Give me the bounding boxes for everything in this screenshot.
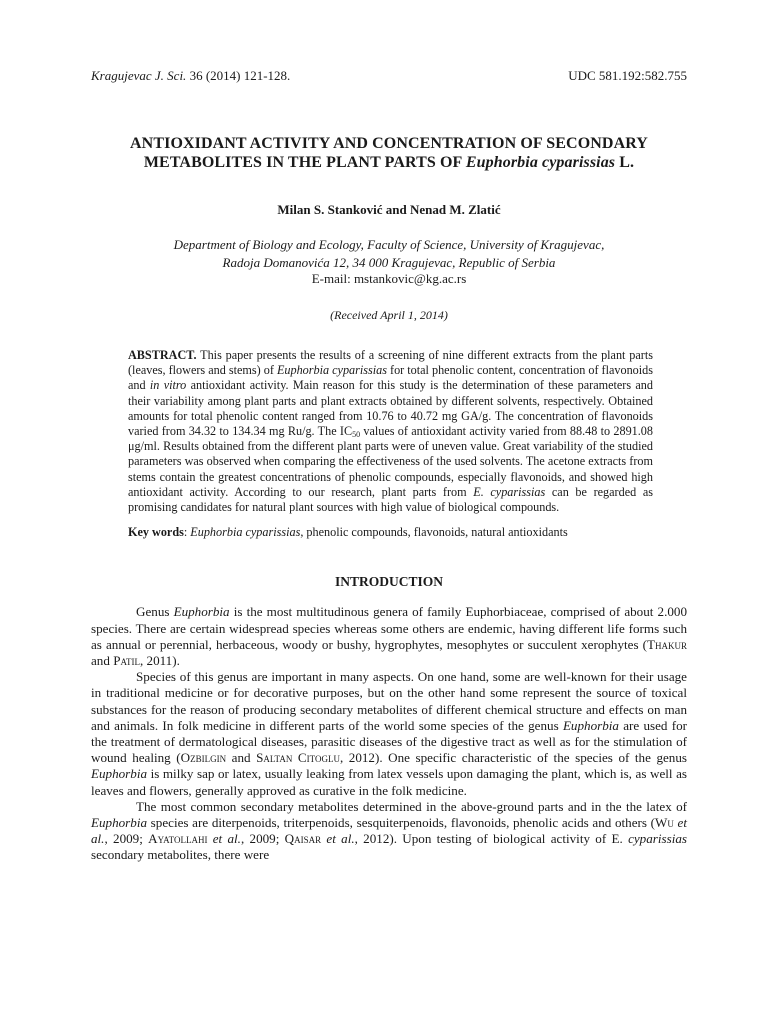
species-name: Euphorbia cyparissias [465,153,616,171]
keywords: Key words: Euphorbia cyparissias, phenolic compounds, flavonoids, natural antioxidants [128,525,568,540]
paragraph: Genus Euphorbia is the most multitudinous genera of family Euphorbiaceae, comprised of about 2.000 species. There are certain widespread species whereas some others are endemic, having different life forms such as annual or perennial, herbaceous, woody or bushy, hygrophytes, mesophytes or succulent xerophytes (Thakur and Patil, 2011). [91,604,687,669]
authors: Milan S. Stanković and Nenad M. Zlatić [277,202,501,217]
journal-citation [91,68,290,84]
journal-name: Kragujevac J. Sci. [91,68,187,83]
paragraph: The most common secondary metabolites determined in the above-ground parts and in the the latex of Euphorbia species are diterpenoids, triterpenoids, sesquiterpenoids, flavonoids, phenolic acids and others (Wu et al., 2009; Ayatollahi et al., 2009; Qaisar et al., 2012). Upon testing of biological activity of E. cyparissias secondary metabolites, there were [91,798,687,863]
volume-pages: 36 (2014) 121-128. [186,68,291,83]
keywords-label: Key words [128,525,184,540]
affiliation [91,236,687,271]
udc-code: UDC 581.192:582.755 [568,68,687,83]
title-line-1: ANTIOXIDANT ACTIVITY AND CONCENTRATION OF SECONDARY [130,135,648,152]
running-header [91,68,687,84]
paper-title [91,135,687,172]
introduction-body [91,604,687,863]
section-heading-introduction: INTRODUCTION [334,574,443,590]
paragraph: Species of this genus are important in many aspects. On one hand, some are well-known for their usage in traditional medicine or for decorative purposes, but on the other hand some represent the source of toxical substances for the reason of producing secondary metabolites of different chemical structure and effects on man and animals. In folk medicine in different parts of the world some species of the genus Euphorbia are used for the treatment of dermatological diseases, parasitic diseases of the digestive tract as well as for the stimulation of wound healing (Ozbilgin and Saltan Citoglu, 2012). One specific characteristic of the species of the genus Euphorbia is milky sap or latex, usually leaking from latex vessels upon damaging the plant, which is, as well as leaves and flowers, generally approved as curative in the folk medicine. [91,669,687,798]
title-line-2: METABOLITES IN THE PLANT PARTS OF Euphorbia cyparissias L. [143,153,635,171]
affiliation-line-1: Department of Biology and Ecology, Faculty of Science, University of Kragujevac, [173,237,605,252]
abstract: ABSTRACT. This paper presents the results of a screening of nine different extracts from the plant parts (leaves, flowers and stems) of Euphorbia cyparissias for total phenolic content, concentration of flavonoids and in vitro antioxidant activity. Main reason for this study is the determination of these parameters and their variability among plant parts and plant extracts obtained by different solvents, respectively. Obtained amounts for total phenolic content ranged from 10.76 to 40.72 mg GA/g. The concentration of flavonoids varied from 34.32 to 134.34 mg Ru/g. The $IC_{50}$ values of antioxidant activity varied from 88.48 to 2891.08 μg/ml. Results obtained from the different plant parts were of uneven value. Great variability of the studied parameters was observed when comparing the effectiveness of the used solvents. The acetone extracts from stems contain the greatest concentrations of phenolic compounds, especially flavonoids, and showed high antioxidant activity. According to our research, plant parts from E. cyparissias can be regarded as promising candidates for natural plant sources with high value of biological compounds. [128,348,653,515]
affiliation-line-2: Radoja Domanovića 12, 34 000 Kragujevac, Republic of Serbia [222,254,556,270]
received-date: (Received April 1, 2014) [330,308,448,322]
abstract-label: ABSTRACT. [128,348,197,362]
author-email: E-mail: mstankovic@kg.ac.rs [311,271,467,286]
